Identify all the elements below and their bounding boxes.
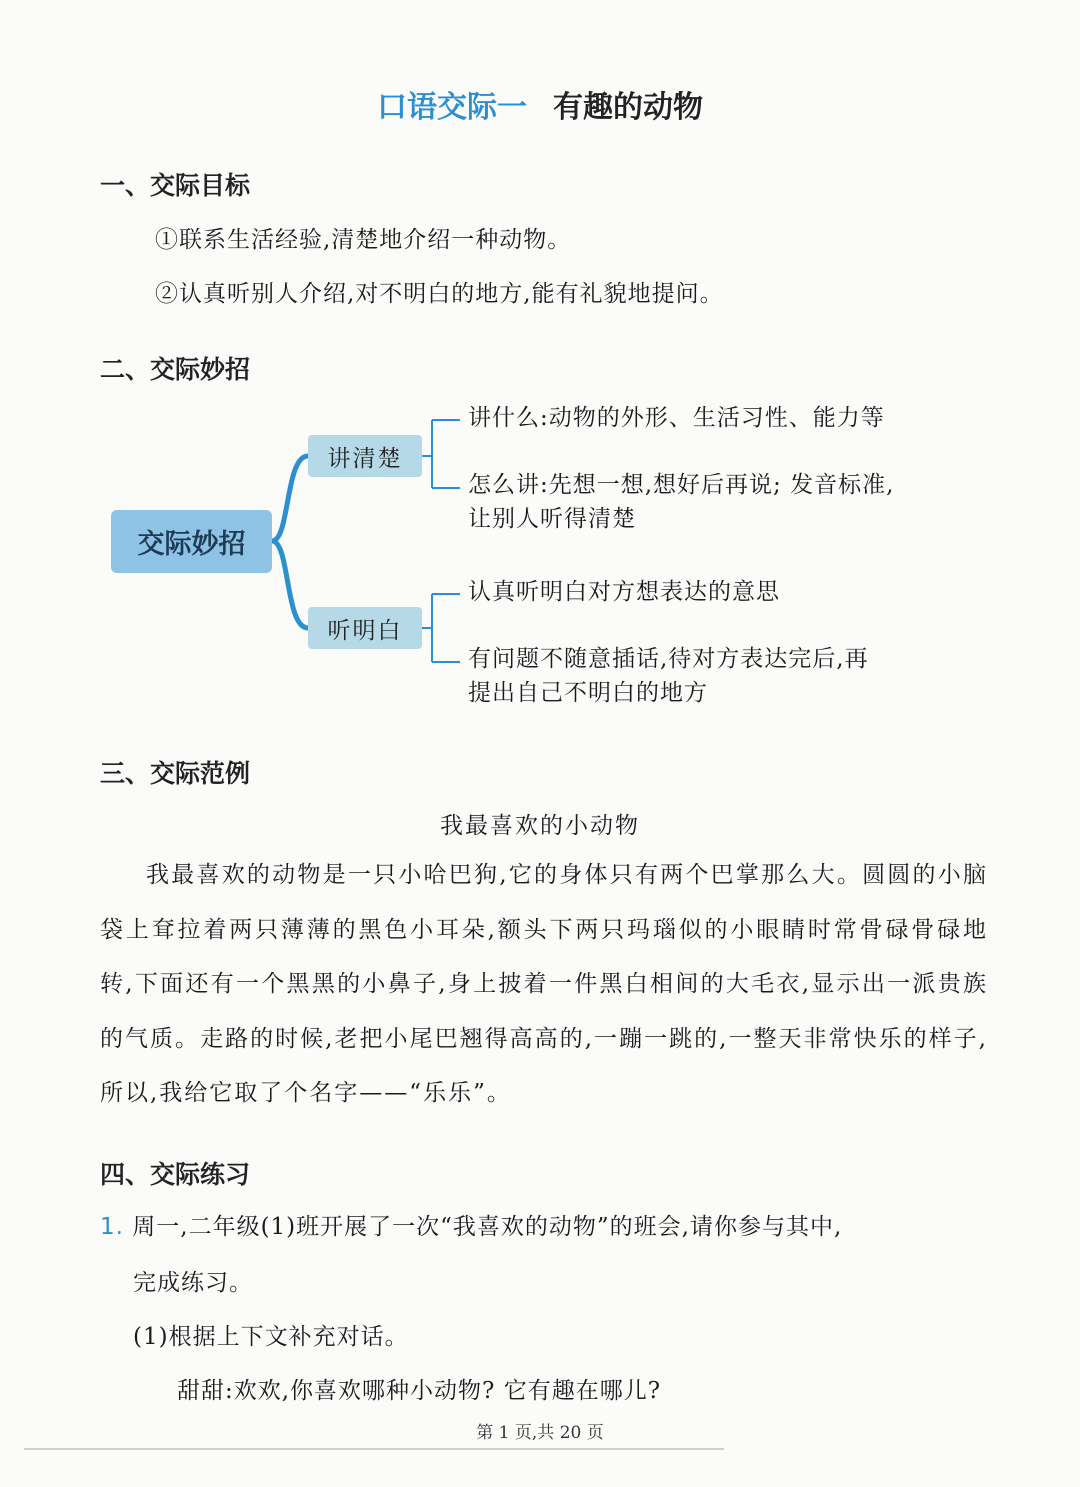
mindmap-leaf: 讲什么:动物的外形、生活习性、能力等 <box>468 405 885 431</box>
mindmap-branch-listen: 听明白 <box>308 607 422 649</box>
essay-paragraph: 我最喜欢的动物是一只小哈巴狗,它的身体只有两个巴掌那么大。圆圆的小脑袋上耷拉着两只薄薄的黑色小耳朵,额头下两只玛瑙似的小眼睛时常骨碌骨碌地转,下面还有一个黑黑的小鼻子,身上披着一件黑白相间的大毛衣,显示出一派贵族的气质。走路的时候,老把小尾巴翘得高高的,一蹦一跳的,一整天非常快乐的样子,所以,我给它取了个名字——“乐乐”。 <box>100 862 988 1106</box>
question-1-text: 周一,二年级(1)班开展了一次“我喜欢的动物”的班会,请你参与其中, <box>132 1214 843 1240</box>
essay-title: 我最喜欢的小动物 <box>440 813 640 839</box>
question-1-cont: 完成练习。 <box>133 1270 253 1296</box>
mindmap-root: 交际妙招 <box>111 510 272 573</box>
subquestion-1: (1)根据上下文补充对话。 <box>133 1324 409 1350</box>
mindmap-leaf: 认真听明白对方想表达的意思 <box>468 579 780 605</box>
mindmap-leaf: 让别人听得清楚 <box>468 506 636 532</box>
goal-item-2: ②认真听别人介绍,对不明白的地方,能有礼貌地提问。 <box>155 281 724 307</box>
section2-heading: 二、交际妙招 <box>100 355 251 384</box>
question-1 <box>100 1208 842 1241</box>
mindmap-branch-speak: 讲清楚 <box>308 435 422 477</box>
dialogue-line: 甜甜:欢欢,你喜欢哪种小动物? 它有趣在哪儿? <box>177 1378 662 1404</box>
section1-heading: 一、交际目标 <box>100 171 251 200</box>
page-number: 第 1 页,共 20 页 <box>476 1423 604 1443</box>
mindmap-leaf: 怎么讲:先想一想,想好后再说; 发音标准, <box>468 472 895 498</box>
question-number: 1. <box>100 1214 124 1240</box>
section4-heading: 四、交际练习 <box>100 1160 251 1189</box>
mindmap-leaf: 提出自己不明白的地方 <box>468 680 708 706</box>
goal-item-1: ①联系生活经验,清楚地介绍一种动物。 <box>155 227 572 253</box>
title-part2: 有趣的动物 <box>553 90 703 125</box>
title-part1: 口语交际一 <box>377 90 527 125</box>
bottom-divider <box>24 1448 724 1450</box>
section3-heading: 三、交际范例 <box>100 759 251 788</box>
mindmap-leaf: 有问题不随意插话,待对方表达完后,再 <box>468 646 869 672</box>
